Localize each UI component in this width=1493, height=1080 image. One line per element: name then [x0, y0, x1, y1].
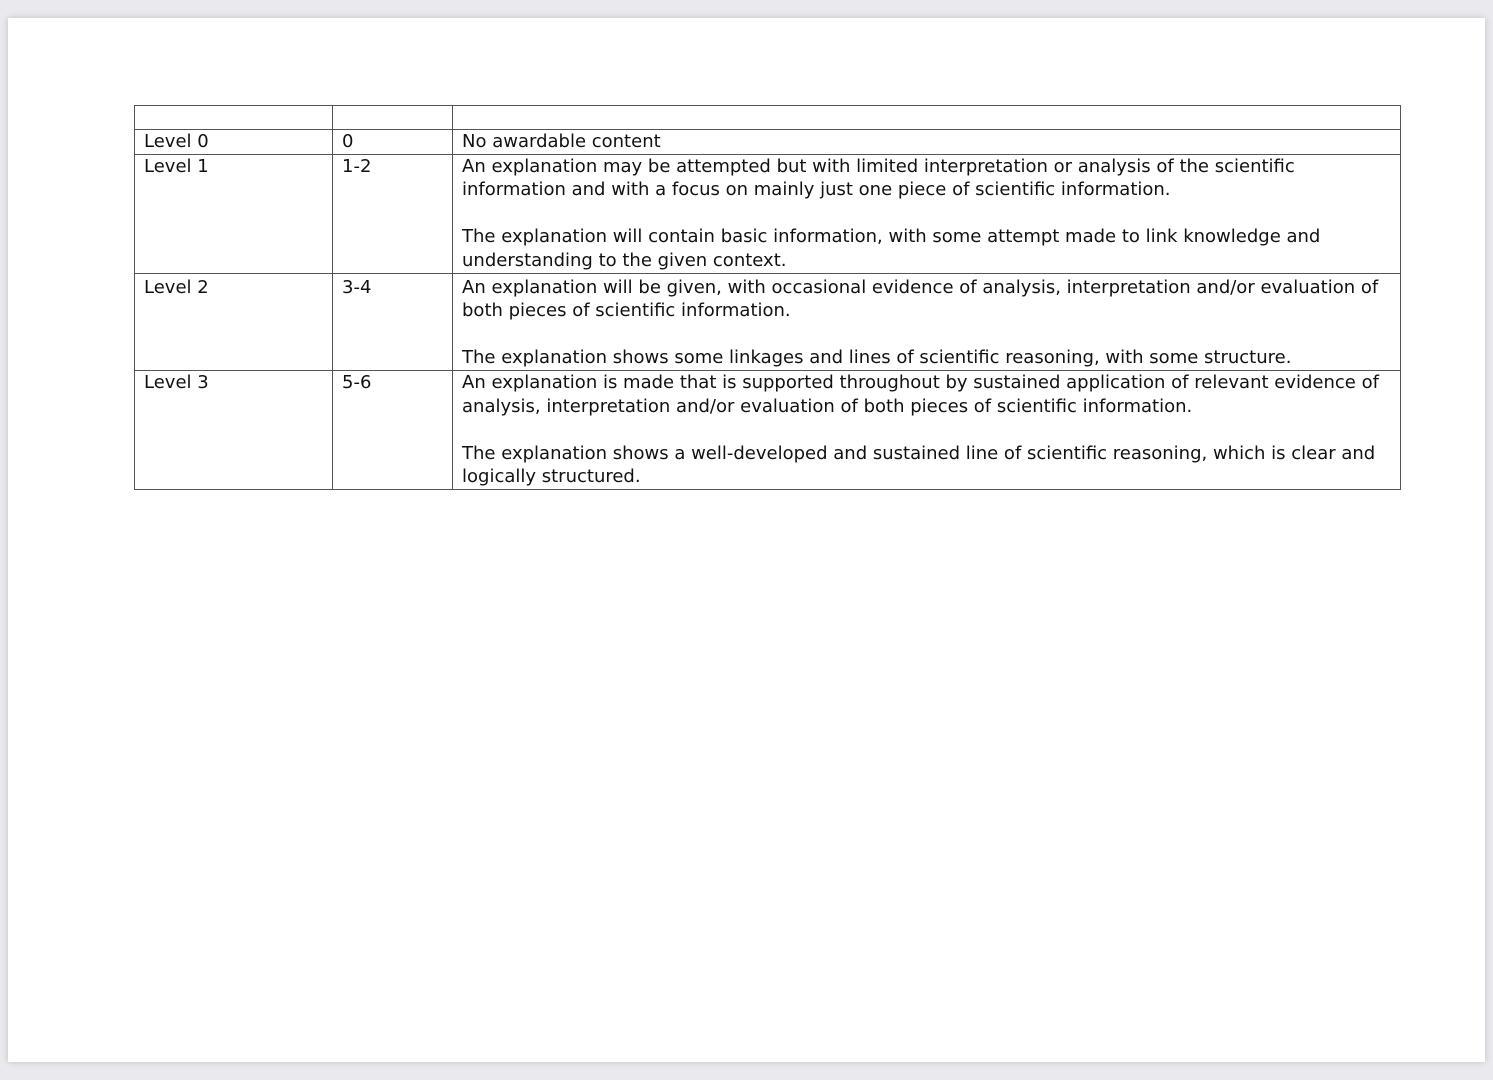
marks-cell: 0 — [333, 130, 453, 155]
level-cell: Level 0 — [135, 130, 333, 155]
table-row — [135, 273, 1401, 370]
descriptor-paragraph: An explanation is made that is supported throughout by sustained application of relevant evidence of analysis, interpretation and/or evaluation of both pieces of scientific information. — [462, 371, 1379, 417]
level-cell: Level 2 — [135, 273, 333, 370]
marks-cell: 3-4 — [333, 273, 453, 370]
document-page — [8, 18, 1485, 1062]
level-cell: Level 1 — [135, 154, 333, 273]
table-row — [135, 130, 1401, 155]
descriptor-paragraph: No awardable content — [462, 131, 661, 152]
table-row — [135, 370, 1401, 489]
levels-table — [134, 105, 1401, 490]
descriptor-paragraph: The explanation shows a well-developed and sustained line of scientific reasoning, which is clear and logically structured. — [462, 442, 1376, 488]
descriptor-paragraph: The explanation shows some linkages and lines of scientific reasoning, with some structure. — [462, 347, 1292, 369]
descriptor-paragraph: An explanation will be given, with occasional evidence of analysis, interpretation and/or evaluation of both pieces of scientific information. — [462, 276, 1379, 322]
descriptor-cell — [453, 130, 1401, 155]
descriptor-paragraph: The explanation will contain basic information, with some attempt made to link knowledge and understanding to the given context. — [462, 226, 1321, 271]
table-row — [135, 154, 1401, 273]
header-cell-descriptor — [453, 106, 1401, 130]
descriptor-paragraph: An explanation may be attempted but with limited interpretation or analysis of the scientific information and with a focus on mainly just one piece of scientific information. — [462, 155, 1295, 201]
table-header-row — [135, 106, 1401, 130]
descriptor-cell — [453, 154, 1401, 273]
descriptor-cell — [453, 370, 1401, 489]
header-cell-level — [135, 106, 333, 130]
level-cell: Level 3 — [135, 370, 333, 489]
marks-cell: 5-6 — [333, 370, 453, 489]
header-cell-marks — [333, 106, 453, 130]
descriptor-cell — [453, 273, 1401, 370]
marks-cell: 1-2 — [333, 154, 453, 273]
